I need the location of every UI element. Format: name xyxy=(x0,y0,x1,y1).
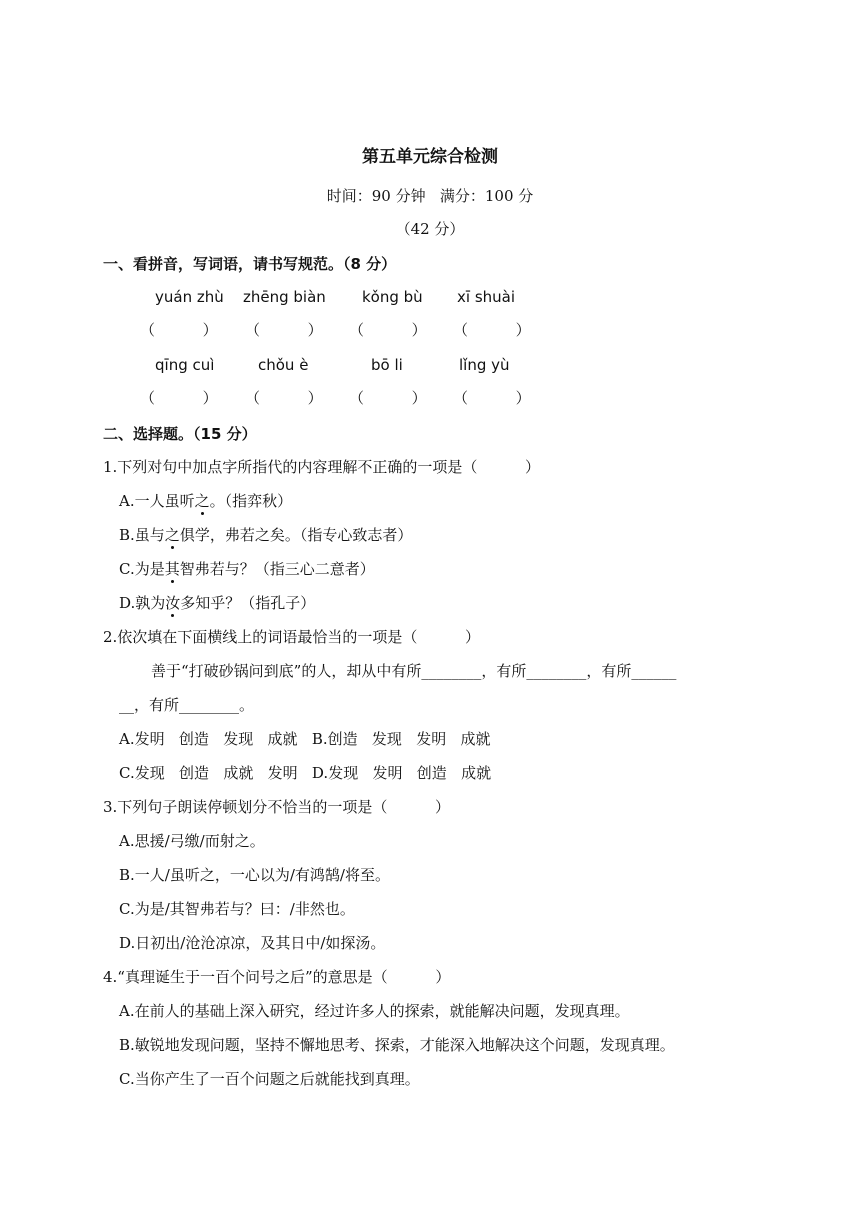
dotted-char: 汝 xyxy=(165,594,181,612)
section1-heading: 一、看拼音，写词语，请书写规范。（8 分） xyxy=(103,255,397,273)
question-3-stem: 3.下列句子朗读停顿划分不恰当的一项是（ ） xyxy=(103,798,450,816)
part-score: （42 分） xyxy=(395,220,465,238)
dotted-char: 之 xyxy=(164,526,180,544)
pinyin-5: qīng cuì xyxy=(155,356,215,374)
q2-options-ab[interactable]: A.发明 创造 发现 成就 B.创造 发现 发明 成就 xyxy=(119,730,491,748)
answer-blank[interactable]: （ ） xyxy=(140,321,218,339)
q3-option-d[interactable]: D.日初出/沧沧凉凉，及其日中/如探汤。 xyxy=(119,934,386,952)
q4-option-c[interactable]: C.当你产生了一百个问题之后就能找到真理。 xyxy=(119,1070,420,1088)
answer-blank[interactable]: （ ） xyxy=(349,321,427,339)
pinyin-6: chǒu è xyxy=(258,356,309,374)
q3-option-a[interactable]: A.思援/弓缴/而射之。 xyxy=(119,832,265,850)
pinyin-1: yuán zhù xyxy=(155,288,224,306)
option-text: A.一人虽听 xyxy=(119,492,195,510)
answer-blank[interactable]: （ ） xyxy=(245,321,323,339)
option-text: B.虽与 xyxy=(119,526,165,544)
question-2-stem: 2.依次填在下面横线上的词语最恰当的一项是（ ） xyxy=(103,628,480,646)
dotted-char: 其 xyxy=(164,560,180,578)
q3-option-b[interactable]: B.一人/虽听之，一心以为/有鸿鹄/将至。 xyxy=(119,866,390,884)
q2-sentence-line1: 善于“打破砂锅问到底”的人，却从中有所________，有所________，有所______ xyxy=(151,662,677,680)
q3-option-c[interactable]: C.为是/其智弗若与？曰：/非然也。 xyxy=(119,900,355,918)
pinyin-7: bō li xyxy=(371,356,403,374)
q2-sentence-line2: __，有所________。 xyxy=(119,696,255,714)
pinyin-3: kǒng bù xyxy=(362,288,423,306)
q1-option-a[interactable] xyxy=(119,491,292,511)
q1-option-c[interactable] xyxy=(119,559,375,579)
option-text: D.孰为 xyxy=(119,594,166,612)
option-text: C.为是 xyxy=(119,560,165,578)
exam-info: 时间：90 分钟 满分：100 分 xyxy=(326,187,534,205)
pinyin-4: xī shuài xyxy=(457,288,516,306)
answer-blank[interactable]: （ ） xyxy=(140,389,218,407)
option-text: 。（指弈秋） xyxy=(209,492,293,510)
pinyin-8: lǐng yù xyxy=(459,356,510,374)
question-1-stem: 1.下列对句中加点字所指代的内容理解不正确的一项是（ ） xyxy=(103,458,540,476)
section2-heading: 二、选择题。（15 分） xyxy=(103,425,257,443)
q2-options-cd[interactable]: C.发现 创造 成就 发明 D.发现 发明 创造 成就 xyxy=(119,764,492,782)
question-4-stem: 4.“真理诞生于一百个问号之后”的意思是（ ） xyxy=(103,968,451,986)
pinyin-2: zhēng biàn xyxy=(243,288,326,306)
option-text: 智弗若与？（指三心二意者） xyxy=(179,560,375,578)
q1-option-b[interactable] xyxy=(119,525,412,545)
q1-option-d[interactable] xyxy=(119,593,315,613)
q4-option-a[interactable]: A.在前人的基础上深入研究，经过许多人的探索，就能解决问题，发现真理。 xyxy=(119,1002,630,1020)
answer-blank[interactable]: （ ） xyxy=(453,321,531,339)
answer-blank[interactable]: （ ） xyxy=(453,389,531,407)
option-text: 多知乎？（指孔子） xyxy=(180,594,316,612)
dotted-char: 之 xyxy=(194,492,210,510)
page-title: 第五单元综合检测 xyxy=(362,147,498,167)
option-text: 俱学，弗若之矣。（指专心致志者） xyxy=(179,526,413,544)
answer-blank[interactable]: （ ） xyxy=(349,389,427,407)
q4-option-b[interactable]: B.敏锐地发现问题，坚持不懈地思考、探索，才能深入地解决这个问题，发现真理。 xyxy=(119,1036,675,1054)
answer-blank[interactable]: （ ） xyxy=(245,389,323,407)
